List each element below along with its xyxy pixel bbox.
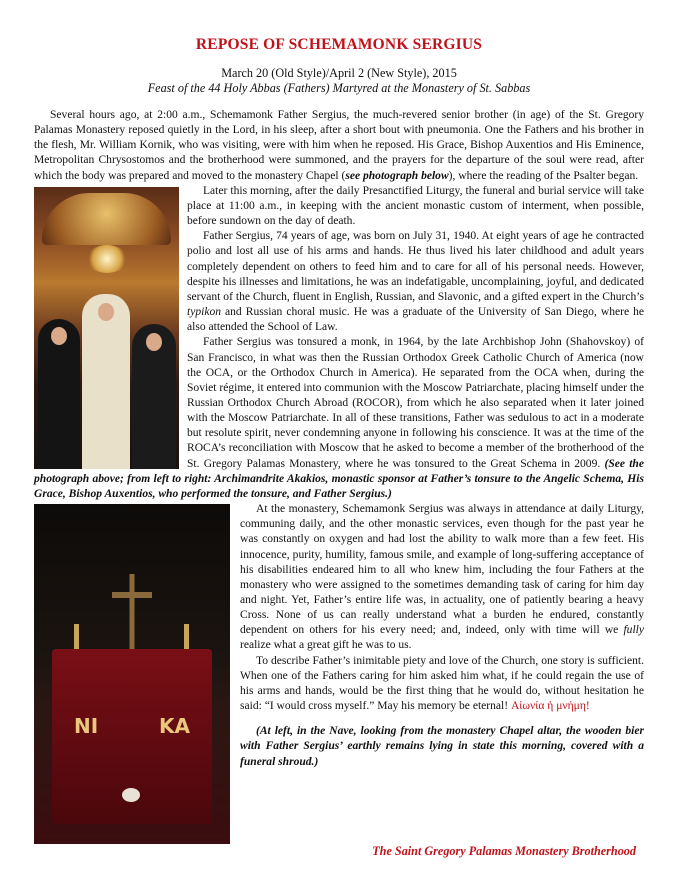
paragraph-2: Later this morning, after the daily Presanctified Liturgy, the funeral and burial service will take place at 11:00 a.m., in keeping with the ancient monastic custom of interment, when possible, before sundown on the day of death.: [187, 184, 644, 228]
paragraph-3-text: Father Sergius, 74 years of age, was born on July 31, 1940. At eight years of age he contracted polio and lost all use of his arms and hands. He thus lived his later childhood and adult years completely dependent on others to feed him and to care for all of his personal needs. However, despite his illnesses and limitations, he was an indefatigable, uncomplaining, joyful, and dedicated servant of the Church, fluent in English, Russian, and Slavonic, and a gifted expert in the Church’s: [187, 230, 644, 303]
page-title: REPOSE OF SCHEMAMONK SERGIUS: [195, 36, 483, 53]
paragraph-6-text: To describe Father’s inimitable piety and love of the Church, one story is sufficient. When one of the Fathers caring for him asked him what, if he could regain the use of his arms and hands, would be the first thing that he would do, without hesitation he said: “I would cross myself.” May his memory be eternal!: [240, 654, 644, 713]
photo-caption-2: (At left, in the Nave, looking from the monastery Chapel altar, the wooden bier with Father Sergius’ earthly remains lying in state this morning, covered with a funeral shroud.): [240, 725, 644, 768]
typikon-word: typikon: [187, 306, 221, 319]
shroud-letters-left: NI: [74, 714, 99, 739]
feast-line: Feast of the 44 Holy Abbas (Fathers) Martyred at the Monastery of St. Sabbas: [147, 81, 531, 95]
paragraph-5-end: realize what a great gift he was to us.: [240, 639, 412, 652]
see-photo-ref: see photograph below: [345, 169, 449, 182]
paragraph-5-text: At the monastery, Schemamonk Sergius was always in attendance at daily Liturgy, communing daily, and the other monastic services, even though for the past year he was constantly on oxygen and had lost the ability to walk more than a few feet. His innocence, purity, humility, famous smile, and example of long-suffering acceptance of his disabilities endeared him to all who knew him, including the four Fathers at the monastery who were assigned to the sometimes demanding task of caring for him day and night. Yet, Father’s entire life was, in actuality, one of patiently bearing a heavy Cross. None of us can really understand what a burden he endured, constantly dependent on others for his every need; and, indeed, only with time will we: [240, 503, 644, 637]
skull-emblem: [122, 788, 140, 802]
chandelier: [86, 245, 128, 273]
shroud-letters-right: KA: [159, 714, 190, 739]
paragraph-3-end: and Russian choral music. He was a graduate of the University of San Diego, where he also attended the School of Law.: [187, 306, 644, 334]
paragraph-1-end: ), where the reading of the Psalter began.: [448, 169, 639, 182]
paragraph-4-text: Father Sergius was tonsured a monk, in 1964, by the late Archbishop John (Shahovskoy) of San Francisco, in what was then the Russian Orthodox Greek Catholic Church of America (now the OCA, or the Orthodox Church in America). He separated from the OCA when, during the Soviet régime, it entered into communion with the Moscow Patriarchate, placing himself under the Russian Orthodox Church Abroad (ROCOR), from which he also separated when it later joined with the Moscow Patriarchate. In all of these transitions, Father was sedulous to act in a moderate but resolute spirit, never condemning anyone in following his conscience. It was at the time of the ROCA’s reconciliation with Moscow that he asked to become a member of the brotherhood of the St. Gregory Palamas Monastery, where he was tonsured to the Great Schema in 2009.: [187, 336, 644, 470]
paragraph-1: [34, 108, 644, 184]
page: [34, 36, 644, 859]
fully-word: fully: [623, 624, 644, 637]
face: [51, 327, 67, 345]
date-line: March 20 (Old Style)/April 2 (New Style), 2015: [221, 66, 457, 80]
face: [146, 333, 162, 351]
article-body: [34, 108, 644, 770]
icon-dome: [42, 193, 171, 245]
paragraph-1-text: Several hours ago, at 2:00 a.m., Schemamonk Father Sergius, the much-revered senior brother (in age) of the St. Gregory Palamas Monastery reposed quietly in the Lord, in his sleep, after a short bout with pneumonia. One the Fathers and his brother in the flesh, Mr. William Kornik, who was visiting, were with him when he reposed. His Grace, Bishop Auxentios and His Eminence, Metropolitan Chrysostomos and the brotherhood were summoned, and the prayers for the departure of the soul were read, after which the body was prepared and moved to the monastery Chapel (: [34, 109, 644, 182]
clergy-photo: [34, 187, 179, 469]
photo-caption-1: (See the photograph above; from left to right: Archimandrite Akakios, monastic sponsor at Father’s tonsure to the Angelic Schema, His Grace, Bishop Auxentios, who performed the tonsure, and Father Sergius.): [34, 457, 644, 500]
bier-photo: [34, 504, 230, 844]
signature: The Saint Gregory Palamas Monastery Brotherhood: [372, 844, 636, 859]
greek-acclamation: Αἰωνία ἡ μνήμη!: [510, 700, 590, 713]
face: [98, 303, 114, 321]
